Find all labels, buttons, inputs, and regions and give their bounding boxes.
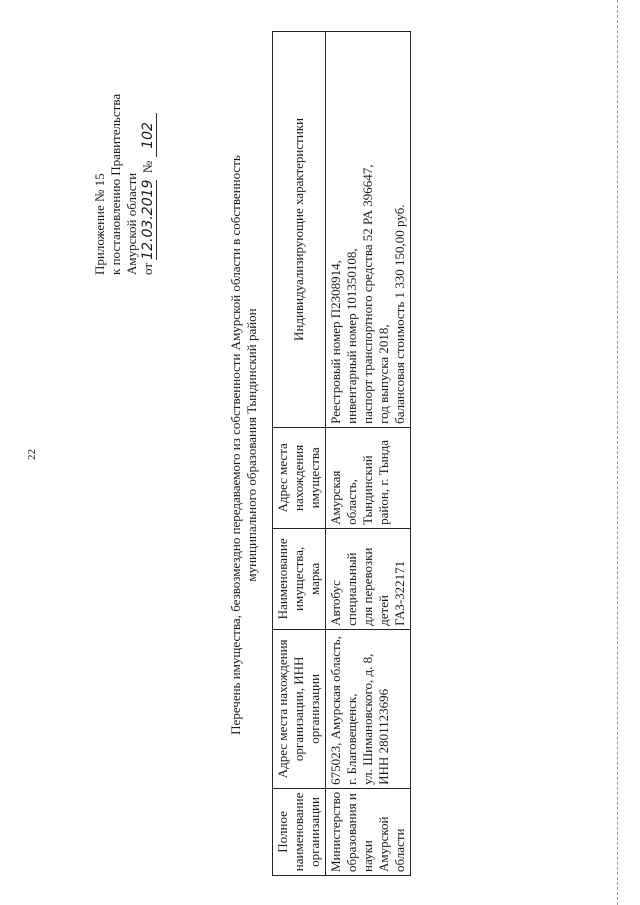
document-title: [228, 155, 260, 735]
appendix-block: [92, 25, 157, 275]
appendix-reference: к постановлению Правительства: [108, 93, 123, 275]
appendix-date-line: [140, 25, 157, 275]
scan-fold-line: [617, 0, 618, 905]
org-inn: ИНН 2801123696: [376, 688, 391, 785]
table-row: [326, 32, 411, 876]
handwritten-number: 102: [140, 113, 157, 157]
org-address-line: 675023, Амурская область,: [328, 636, 343, 785]
header-org-address: Адрес места нахождения организации, ИНН организации: [273, 629, 326, 788]
characteristic-line: инвентарный номер 101350108,: [344, 248, 359, 424]
characteristic-line: год выпуска 2018,: [376, 324, 391, 424]
cell-org-address: [326, 629, 411, 788]
property-table: [272, 31, 411, 876]
characteristic-line: паспорт транспортного средства 52 РА 396647,: [360, 164, 375, 424]
cell-characteristics: [326, 32, 411, 428]
header-organization: Полное наименование организации: [273, 788, 326, 875]
number-prefix: №: [140, 160, 155, 174]
header-property-address: Адрес места нахождения имущества: [273, 427, 326, 528]
title-line-1: Перечень имущества, безвозмездно передаваемого из собственности Амурской области в собственность: [228, 155, 243, 735]
page-number: 22: [26, 449, 38, 460]
cell-organization: Министерство образования и науки Амурской области: [326, 788, 411, 875]
date-prefix: от: [140, 262, 155, 275]
cell-property-name: Автобус специальный для перевозки детей ГАЗ-322171: [326, 528, 411, 629]
title-line-2: муниципального образования Тындинский район: [244, 308, 259, 582]
org-address-line: г. Благовещенск,: [344, 693, 359, 785]
handwritten-date: 12.03.2019: [140, 179, 156, 260]
cell-property-address: Амурская область, Тындинский район, г. Тында: [326, 427, 411, 528]
header-property-name: Наименование имущества, марка: [273, 528, 326, 629]
org-address-line: ул. Шимановского, д. 8,: [360, 653, 375, 785]
header-characteristics: Индивидуализирующие характеристики: [273, 32, 326, 428]
characteristic-line: Реестровый номер П2308914,: [328, 260, 343, 424]
characteristic-line: балансовая стоимость 1 330 150,00 руб.: [392, 204, 407, 424]
appendix-title: Приложение № 15: [92, 173, 107, 275]
appendix-region: Амурской области: [124, 172, 139, 275]
table-header-row: [273, 32, 326, 876]
